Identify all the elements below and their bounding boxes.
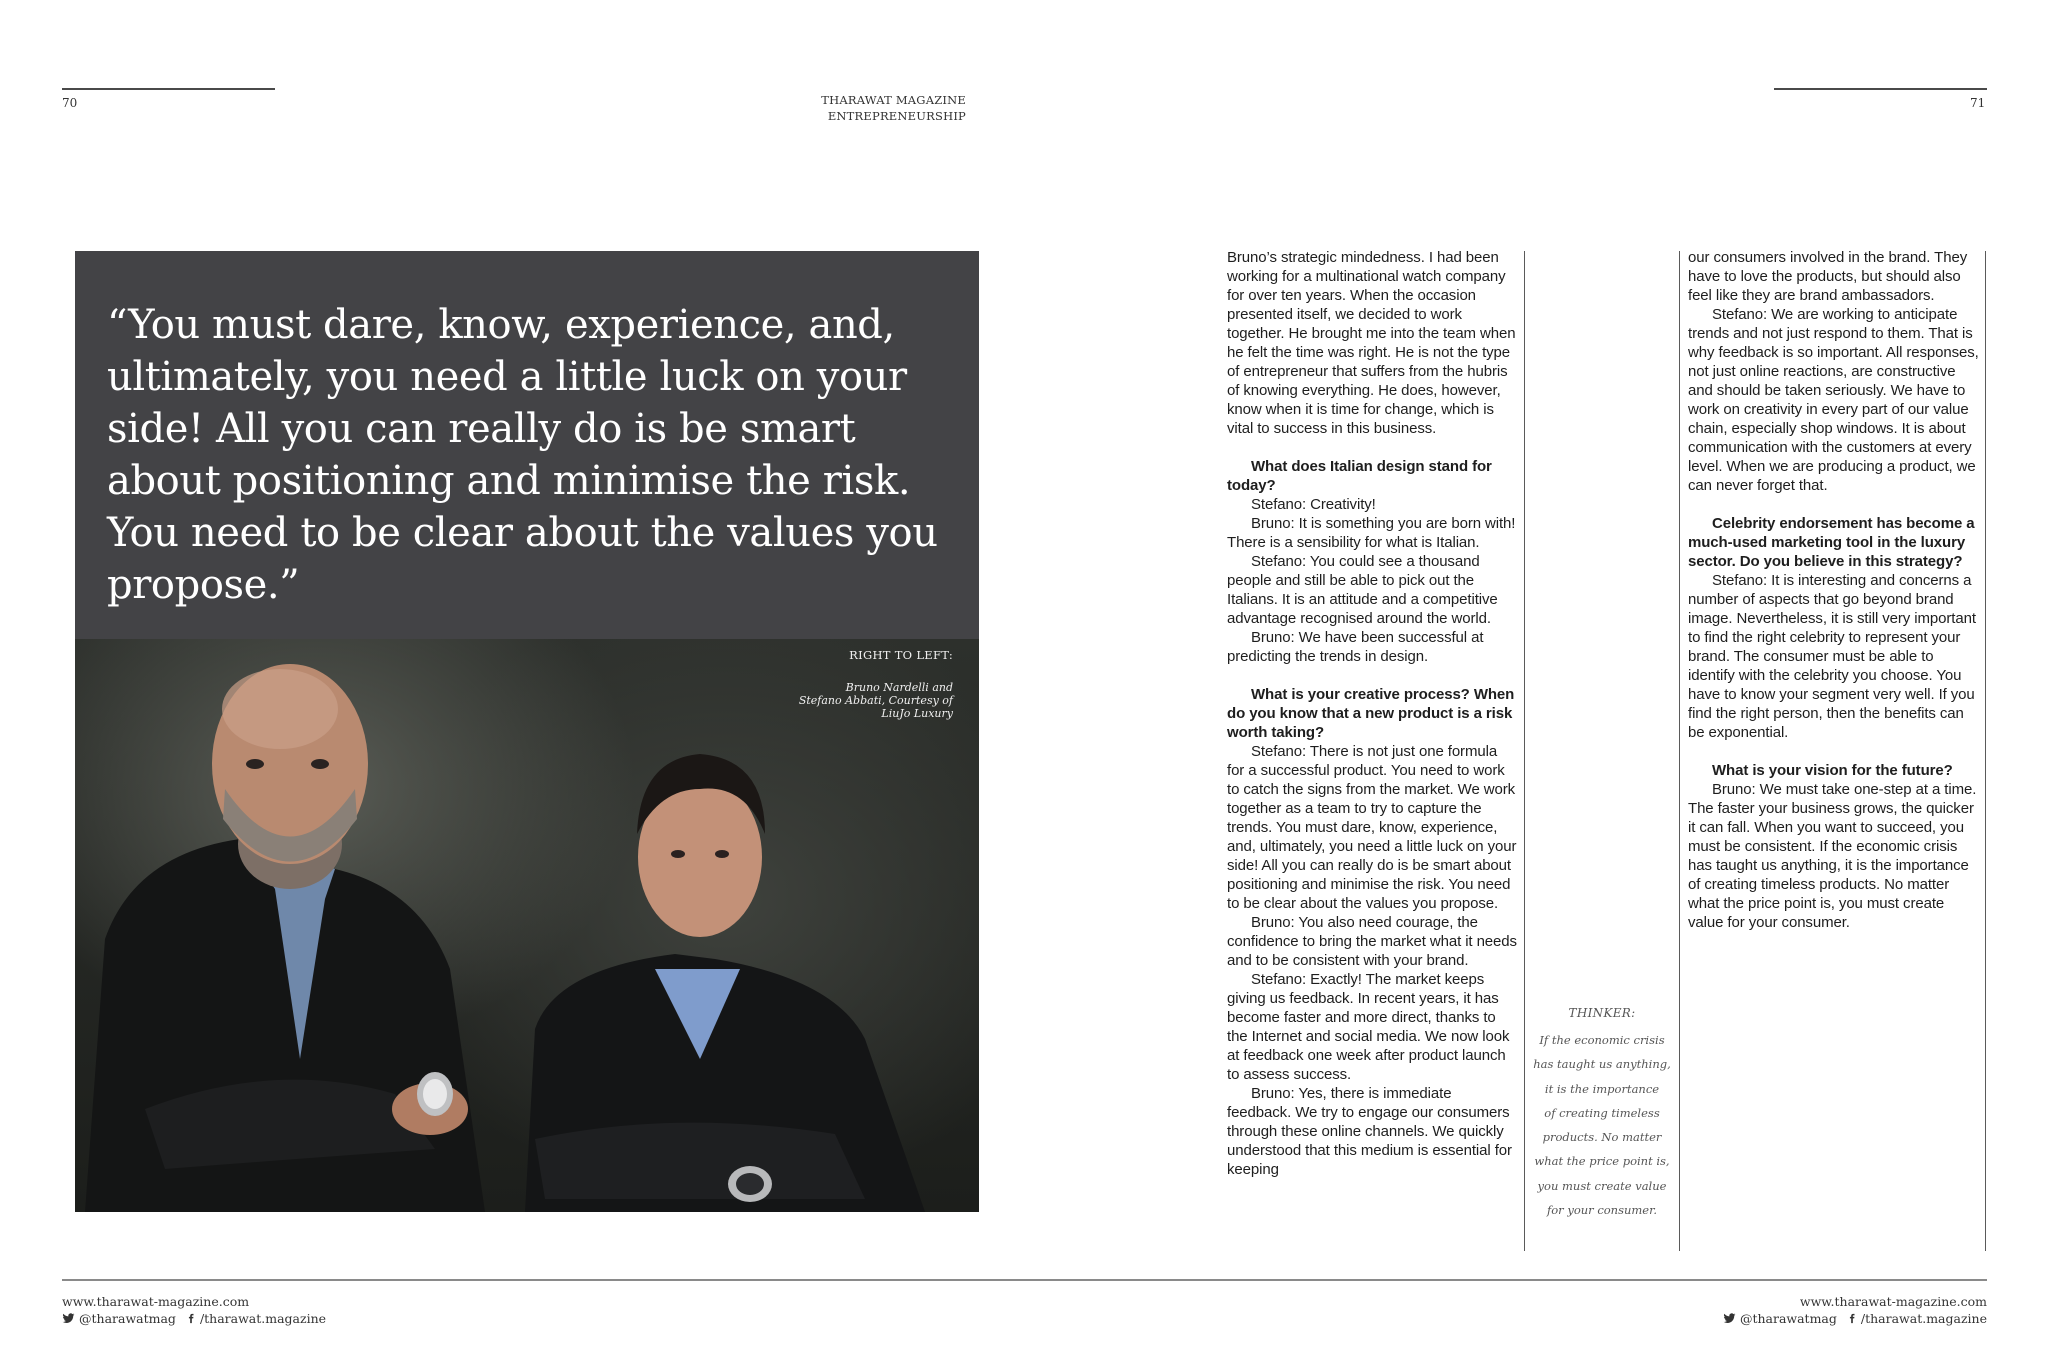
article-column-2 — [1688, 248, 1980, 932]
twitter-icon[interactable] — [1723, 1312, 1736, 1325]
section-name: ENTREPRENEURSHIP — [827, 109, 966, 123]
quote-panel — [75, 251, 979, 639]
facebook-icon[interactable] — [1847, 1312, 1857, 1325]
article-paragraph: Bruno: Yes, there is immediate feedback. We try to engage our consumers through these online channels. We quickly understood that this medium is essential for keeping — [1227, 1085, 1512, 1178]
running-header — [666, 92, 966, 124]
pullquote-line: of creating timeless — [1544, 1105, 1660, 1120]
pullquote-heading: THINKER: — [1568, 1006, 1636, 1020]
thinker-pullquote — [1530, 1006, 1674, 1222]
pull-quote-large: “You must dare, know, experience, and, ultimately, you need a little luck on your side! All you can really do is be smart about positioning and minimise the risk. You need to be clear about the values you propose.” — [107, 302, 938, 608]
caption-line: Stefano Abbati, Courtesy of — [798, 694, 953, 707]
article-paragraph: Stefano: There is not just one formula for a successful product. You need to work to catch the signs from the market. We work together as a team to try to capture the trends. You must dare, know, experience, and, ultimately, you need a little luck on your side! All you can really do is be smart about positioning and minimise the risk. You need to be clear about the values you propose. — [1227, 743, 1517, 912]
footer-left — [62, 1293, 326, 1327]
interview-question: What is your creative process? When do you know that a new product is a risk worth taking? — [1227, 686, 1515, 741]
magazine-name: THARAWAT MAGAZINE — [821, 93, 966, 107]
article-paragraph: Bruno: We must take one-step at a time. The faster your business grows, the quicker it can fall. When you want to succeed, you must be consistent. If the economic crisis has taught us anything, it is the importance of creating timeless products. No matter what the price point is, you must create value for your consumer. — [1688, 781, 1977, 931]
article-paragraph: Stefano: Exactly! The market keeps giving us feedback. In recent years, it has become faster and more direct, thanks to the Internet and social media. We now look at feedback one week after product launch to assess success. — [1227, 971, 1510, 1083]
article-paragraph: Stefano: Creativity! — [1251, 496, 1376, 513]
footer-website-link[interactable]: www.tharawat-magazine.com — [62, 1294, 250, 1309]
facebook-icon[interactable] — [186, 1312, 196, 1325]
pullquote-line: has taught us anything, — [1533, 1057, 1671, 1072]
article-paragraph: Stefano: You could see a thousand people and still be able to pick out the Italians. It is an attitude and a competitive advantage recognised around the world. — [1227, 553, 1498, 627]
footer-website-link[interactable]: www.tharawat-magazine.com — [1799, 1294, 1987, 1309]
photo-caption-heading: RIGHT TO LEFT: — [849, 648, 953, 662]
interview-question: What does Italian design stand for today? — [1227, 458, 1492, 494]
footer-rule — [62, 1279, 1987, 1281]
twitter-icon[interactable] — [62, 1312, 75, 1325]
interview-question: What is your vision for the future? — [1712, 762, 1953, 779]
article-paragraph: Stefano: It is interesting and concerns a number of aspects that go beyond brand image. Nevertheless, it is still very important to find the right celebrity to represent your brand. The consumer must be able to identify with the celebrity you choose. You have to know your segment very well. If you find the right person, then the benefits can be exponential. — [1688, 572, 1976, 741]
article-paragraph: Bruno: You also need courage, the confidence to bring the market what it needs and to be consistent with your brand. — [1227, 914, 1517, 969]
article-paragraph: Bruno: We have been successful at predicting the trends in design. — [1227, 629, 1484, 665]
column-rule — [1985, 251, 1986, 1251]
header-rule-right — [1774, 88, 1987, 90]
article-column-1 — [1227, 248, 1517, 1179]
page-number-right: 71 — [1970, 96, 1986, 110]
twitter-handle[interactable]: @tharawatmag — [1739, 1311, 1837, 1326]
page-number-left: 70 — [62, 96, 78, 110]
footer-social — [1723, 1310, 1987, 1327]
article-paragraph: Bruno: It is something you are born with! There is a sensibility for what is Italian. — [1227, 515, 1516, 551]
pullquote-line: it is the importance — [1544, 1081, 1660, 1096]
interview-question: Celebrity endorsement has become a much-used marketing tool in the luxury sector. Do you believe in this strategy? — [1688, 515, 1975, 570]
pullquote-line: what the price point is, — [1534, 1154, 1670, 1169]
footer-right — [1723, 1293, 1987, 1327]
facebook-handle[interactable]: /tharawat.magazine — [199, 1311, 327, 1326]
caption-line: Bruno Nardelli and — [845, 681, 953, 694]
photo-caption — [713, 681, 953, 720]
twitter-handle[interactable]: @tharawatmag — [79, 1311, 176, 1326]
pullquote-line: you must create value — [1537, 1178, 1667, 1193]
facebook-handle[interactable]: /tharawat.magazine — [1860, 1311, 1987, 1326]
column-rule — [1524, 251, 1525, 1251]
pullquote-line: If the economic crisis — [1539, 1033, 1665, 1047]
header-rule-left — [62, 88, 275, 90]
article-paragraph: Bruno’s strategic mindedness. I had been working for a multinational watch company for over ten years. When the occasion presented itself, we decided to work together. He brought me into the team when he felt the time was right. He is not the type of entrepreneur that suffers from the hubris of knowing everything. He does, however, know when it is time for change, which is vital to success in this business. — [1227, 249, 1516, 437]
portrait-photo — [75, 639, 979, 1212]
footer-social — [62, 1310, 326, 1327]
pullquote-body — [1530, 1028, 1674, 1222]
article-paragraph: Stefano: We are working to anticipate trends and not just respond to them. That is why feedback is so important. All responses, not just online reactions, are constructive and should be taken seriously. We have to work on creativity in every part of our value chain, especially shop windows. It is about communication with the customers at every level. When we are producing a product, we can never forget that. — [1688, 306, 1979, 494]
pullquote-line: products. No matter — [1542, 1130, 1662, 1145]
portrait-illustration — [75, 639, 979, 1212]
caption-line: LiuJo Luxury — [881, 707, 953, 720]
pullquote-line: for your consumer. — [1547, 1203, 1657, 1218]
column-rule — [1679, 251, 1680, 1251]
article-paragraph: our consumers involved in the brand. They have to love the products, but should also feel like they are brand ambassadors. — [1688, 249, 1968, 304]
